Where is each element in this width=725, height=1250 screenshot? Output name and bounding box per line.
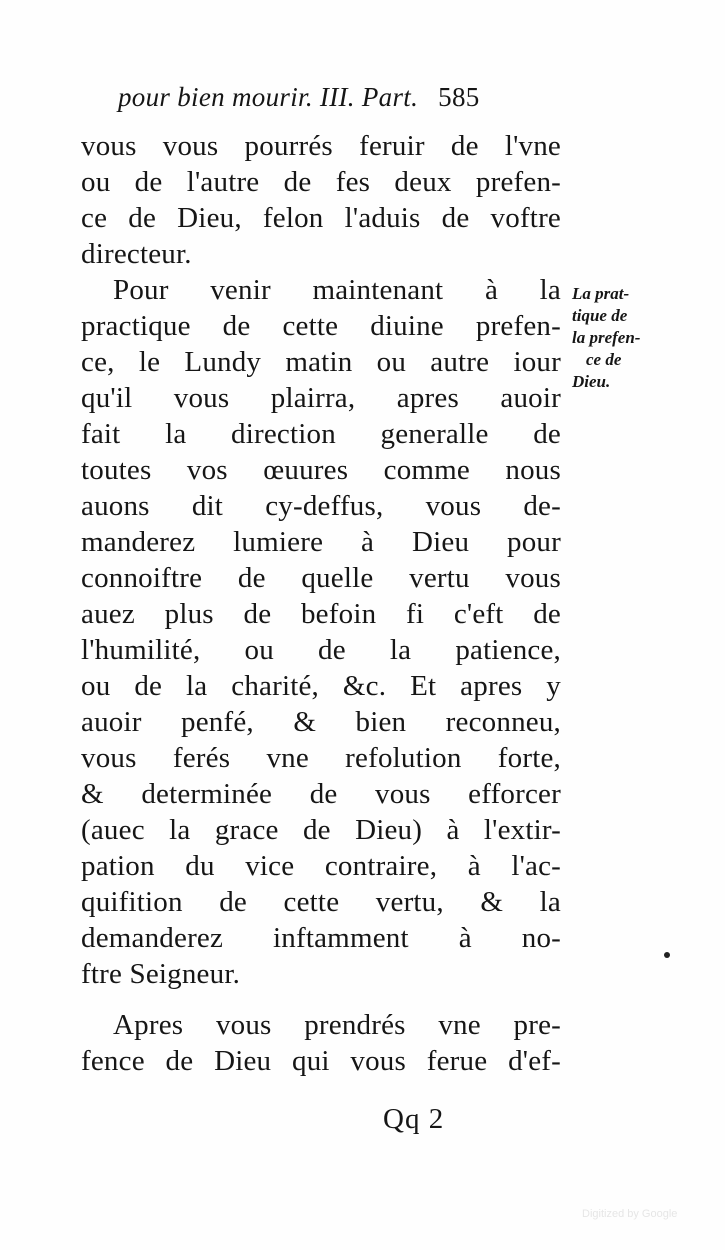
text-line: ftre Seigneur.: [81, 958, 241, 990]
page-number: 585: [438, 82, 480, 112]
text-line: quifition de cette vertu, & la: [81, 886, 561, 918]
margin-note-line: la prefen-: [572, 328, 641, 347]
text-line: Apres vous prendrés vne pre-: [113, 1009, 561, 1041]
text-line: toutes vos œuures comme nous: [81, 454, 561, 486]
text-line: auons dit cy-deffus, vous de-: [81, 490, 561, 522]
paragraph-gap: [81, 992, 561, 1007]
text-line: directeur.: [81, 238, 192, 270]
margin-note: [572, 283, 692, 393]
text-line: & determinée de vous efforcer: [81, 778, 561, 810]
margin-note-line: ce de: [586, 350, 622, 369]
text-line: vous ferés vne refolution forte,: [81, 742, 561, 774]
text-line: Pour venir maintenant à la: [113, 274, 561, 306]
body-text: [81, 128, 561, 1079]
text-line: ce de Dieu, felon l'aduis de voftre: [81, 202, 561, 234]
running-head-title: pour bien mourir. III. Part.: [118, 82, 419, 112]
text-line: auez plus de befoin fi c'eft de: [81, 598, 561, 630]
margin-note-line: tique de: [572, 306, 628, 325]
watermark: Digitized by Google: [582, 1208, 678, 1220]
signature-mark: Qq 2: [383, 1103, 445, 1135]
text-line: ou de l'autre de fes deux prefen-: [81, 166, 561, 198]
text-line: ce, le Lundy matin ou autre iour: [81, 346, 561, 378]
text-line: demanderez inftamment à no-: [81, 922, 561, 954]
text-line: fait la direction generalle de: [81, 418, 561, 450]
margin-note-line: Dieu.: [572, 372, 611, 391]
text-line: auoir penfé, & bien reconneu,: [81, 706, 561, 738]
running-head: [118, 82, 578, 113]
text-line: manderez lumiere à Dieu pour: [81, 526, 561, 558]
margin-note-line: La prat-: [572, 284, 630, 303]
text-line: pation du vice contraire, à l'ac-: [81, 850, 561, 882]
text-line: l'humilité, ou de la patience,: [81, 634, 561, 666]
text-line: (auec la grace de Dieu) à l'extir-: [81, 814, 561, 846]
text-line: fence de Dieu qui vous ferue d'ef-: [81, 1045, 561, 1077]
text-line: practique de cette diuine prefen-: [81, 310, 561, 342]
text-line: ou de la charité, &c. Et apres y: [81, 670, 561, 702]
ink-speck: [664, 952, 670, 958]
text-line: qu'il vous plairra, apres auoir: [81, 382, 561, 414]
text-line: connoiftre de quelle vertu vous: [81, 562, 561, 594]
text-line: vous vous pourrés feruir de l'vne: [81, 130, 561, 162]
